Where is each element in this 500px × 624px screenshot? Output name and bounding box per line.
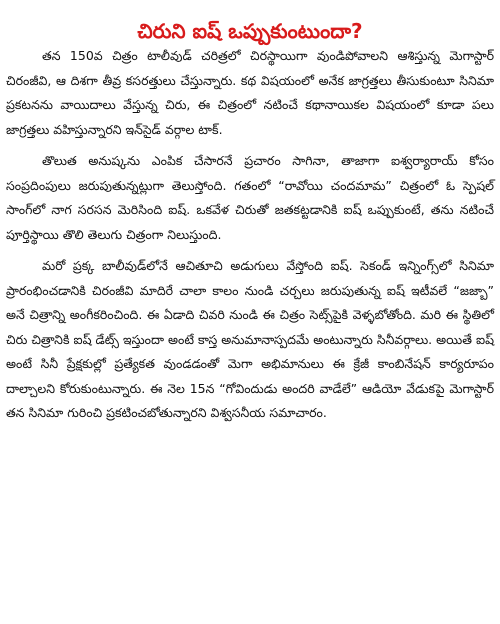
article-title: చిరుని ఐష్ ఒప్పుకుంటుందా?	[137, 19, 363, 44]
article-body	[6, 44, 494, 433]
article-paragraph-2: తొలుత అనుష్కను ఎంపిక చేసారనే ప్రచారం సాగినా, తాజాగా ఐశ్వర్యారాయ్ కోసం సంప్రదింపులు జరుపుతున్నట్లుగా తెలుస్తోంది. గతంలో “రావోయి చందమామ” చిత్రంలో ఓ స్పెషల్ సాంగ్‌లో నాగ సరసన మెరిసింది ఐష్. ఒకవేళ చిరుతో జతకట్టడానికి ఐష్ ఒప్పుకుంటే, తను నటించే పూర్తిస్థాయి తొలి తెలుగు చిత్రంగా నిలుస్తుంది.	[6, 153, 494, 242]
article-paragraph-1: తన 150వ చిత్రం టాలీవుడ్ చరిత్రలో చిరస్థాయిగా వుండిపోవాలని ఆశిస్తున్న మెగాస్టార్ చిరంజీవి, ఆ దిశగా తీవ్ర కసరత్తులు చేస్తున్నారు. కథ విషయంలో అనేక జాగ్రత్తలు తీసుకుంటూ సినిమా ప్రకటనను వాయిదాలు వేస్తున్న చిరు, ఈ చిత్రంలో నటించే కథానాయికల విషయంలో కూడా పలు జాగ్రత్తలు వహిస్తున్నారని ఇన్‌సైడ్ వర్గాల టాక్.	[6, 48, 494, 137]
article-paragraph-3: మరో ప్రక్క బాలీవుడ్‌లోనే ఆచితూచి అడుగులు వేస్తోంది ఐష్. సెకండ్ ఇన్నింగ్స్‌లో సినిమా ప్రారంభించడానికి చిరంజీవి మాదిరే చాలా కాలం నుండి చర్చలు జరుపుతున్న ఐష్ ఇటీవలే “జజ్బా” అనే చిత్రాన్ని అంగీకరించింది. ఈ ఏడాది చివరి నుండి ఈ చిత్రం సెట్స్‌పైకి వెళ్ళబోతోంది. మరి ఈ స్థితిలో చిరు చిత్రానికి ఐష్ డేట్స్ ఇస్తుందా అంటే కాస్త అనుమానాస్పదమే అంటున్నారు సినీవర్గాలు. అయితే ఐష్ అంటే సినీ ప్రేక్షకుల్లో ప్రత్యేకత వుండడంతో మెగా అభిమానులు ఈ క్రేజీ కాంబినేషన్ కార్యరూపం దాల్చాలని కోరుకుంటున్నారు. ఈ నెల 15న “గోవిందుడు అందరి వాడేలే” ఆడియో వేడుకపై మెగాస్టార్ తన సినిమా గురించి ప్రకటించబోతున్నారని విశ్వసనీయ సమాచారం.	[6, 258, 494, 420]
